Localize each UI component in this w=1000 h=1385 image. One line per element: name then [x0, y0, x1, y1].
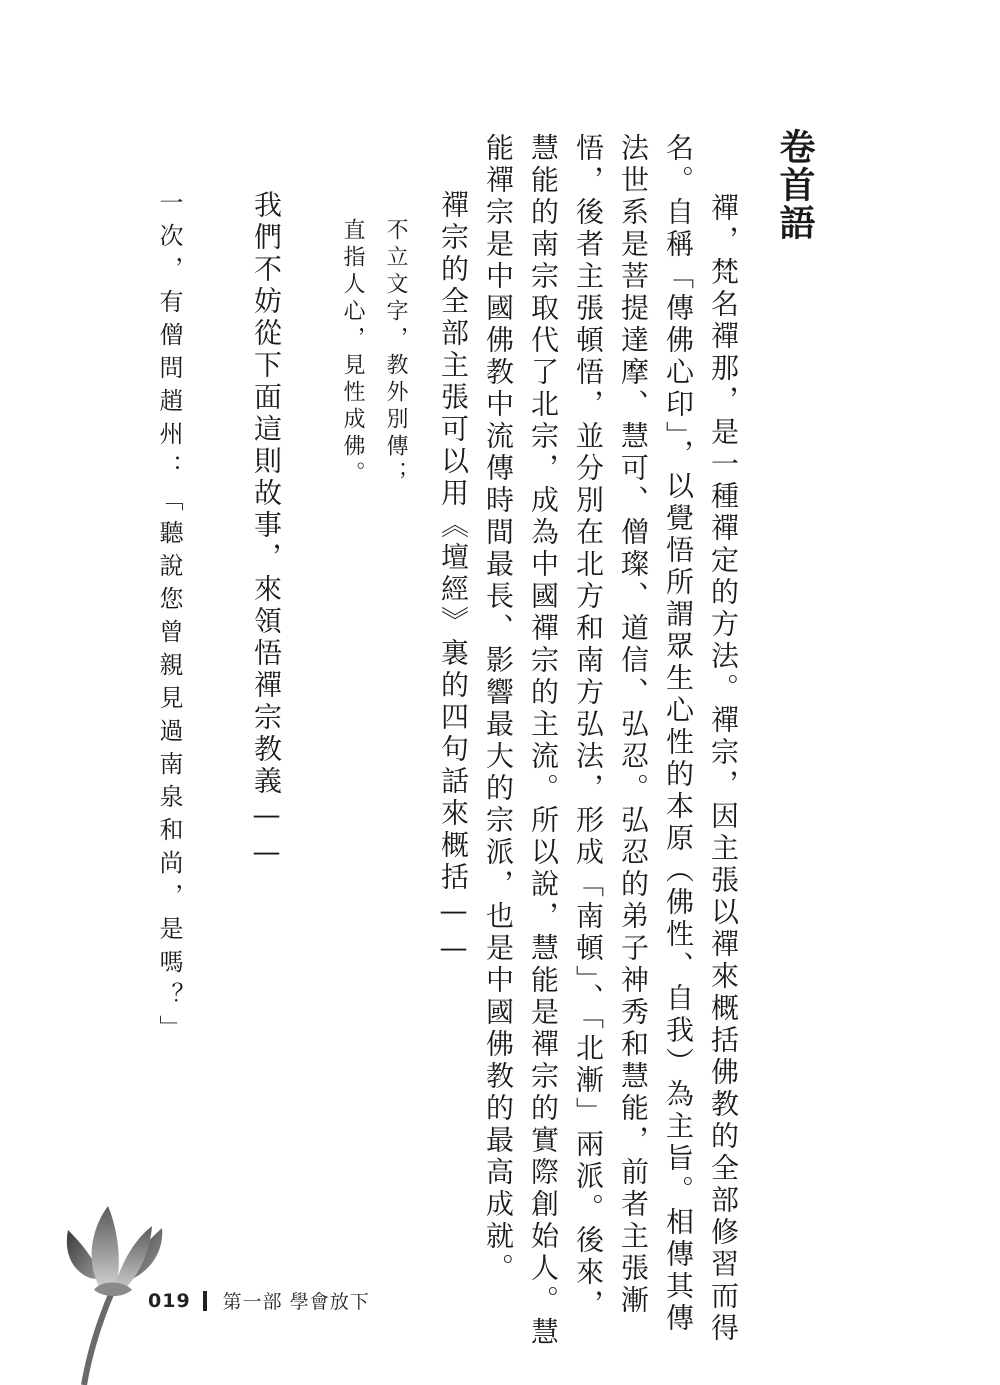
- story-line: 一次，有僧問趙州：「聽說您曾親見過南泉和尚，是嗎？」: [155, 190, 183, 1048]
- page-footer: [148, 1287, 370, 1314]
- quote-line-2: 直指人心，見性成佛。: [340, 218, 365, 488]
- story-intro: 我們不妨從下面這則故事，來領悟禪宗教義——: [250, 190, 283, 872]
- quote-line-1: 不立文字，教外別傳；: [383, 218, 408, 488]
- paragraph-line-4: 悟，後者主張頓悟，並分別在北方和南方弘法，形成「南頓」、「北漸」兩派。後來，: [572, 133, 605, 1321]
- paragraph-line-5: 慧能的南宗取代了北宗，成為中國禪宗的主流。所以說，慧能是禪宗的實際創始人。慧: [527, 133, 560, 1349]
- chapter-name: 第一部 學會放下: [222, 1291, 370, 1313]
- paragraph-line-3: 法世系是菩提達摩、慧可、僧璨、道信、弘忍。弘忍的弟子神秀和慧能，前者主張漸: [617, 133, 650, 1317]
- paragraph-line-1: 禪，梵名禪那，是一種禪定的方法。禪宗，因主張以禪來概括佛教的全部修習而得: [707, 193, 740, 1345]
- paragraph-line-7: 禪宗的全部主張可以用《壇經》裏的四句話來概括——: [437, 190, 470, 968]
- footer-divider: [203, 1291, 207, 1311]
- paragraph-line-6: 能禪宗是中國佛教中流傳時間最長、影響最大的宗派，也是中國佛教的最高成就。: [482, 133, 515, 1285]
- paragraph-line-2: 名。自稱「傳佛心印」，以覺悟所謂眾生心性的本原（佛性、自我）為主旨。相傳其傳: [662, 133, 695, 1335]
- page-number: 019: [148, 1289, 191, 1312]
- chapter-title: 卷首語: [774, 128, 815, 242]
